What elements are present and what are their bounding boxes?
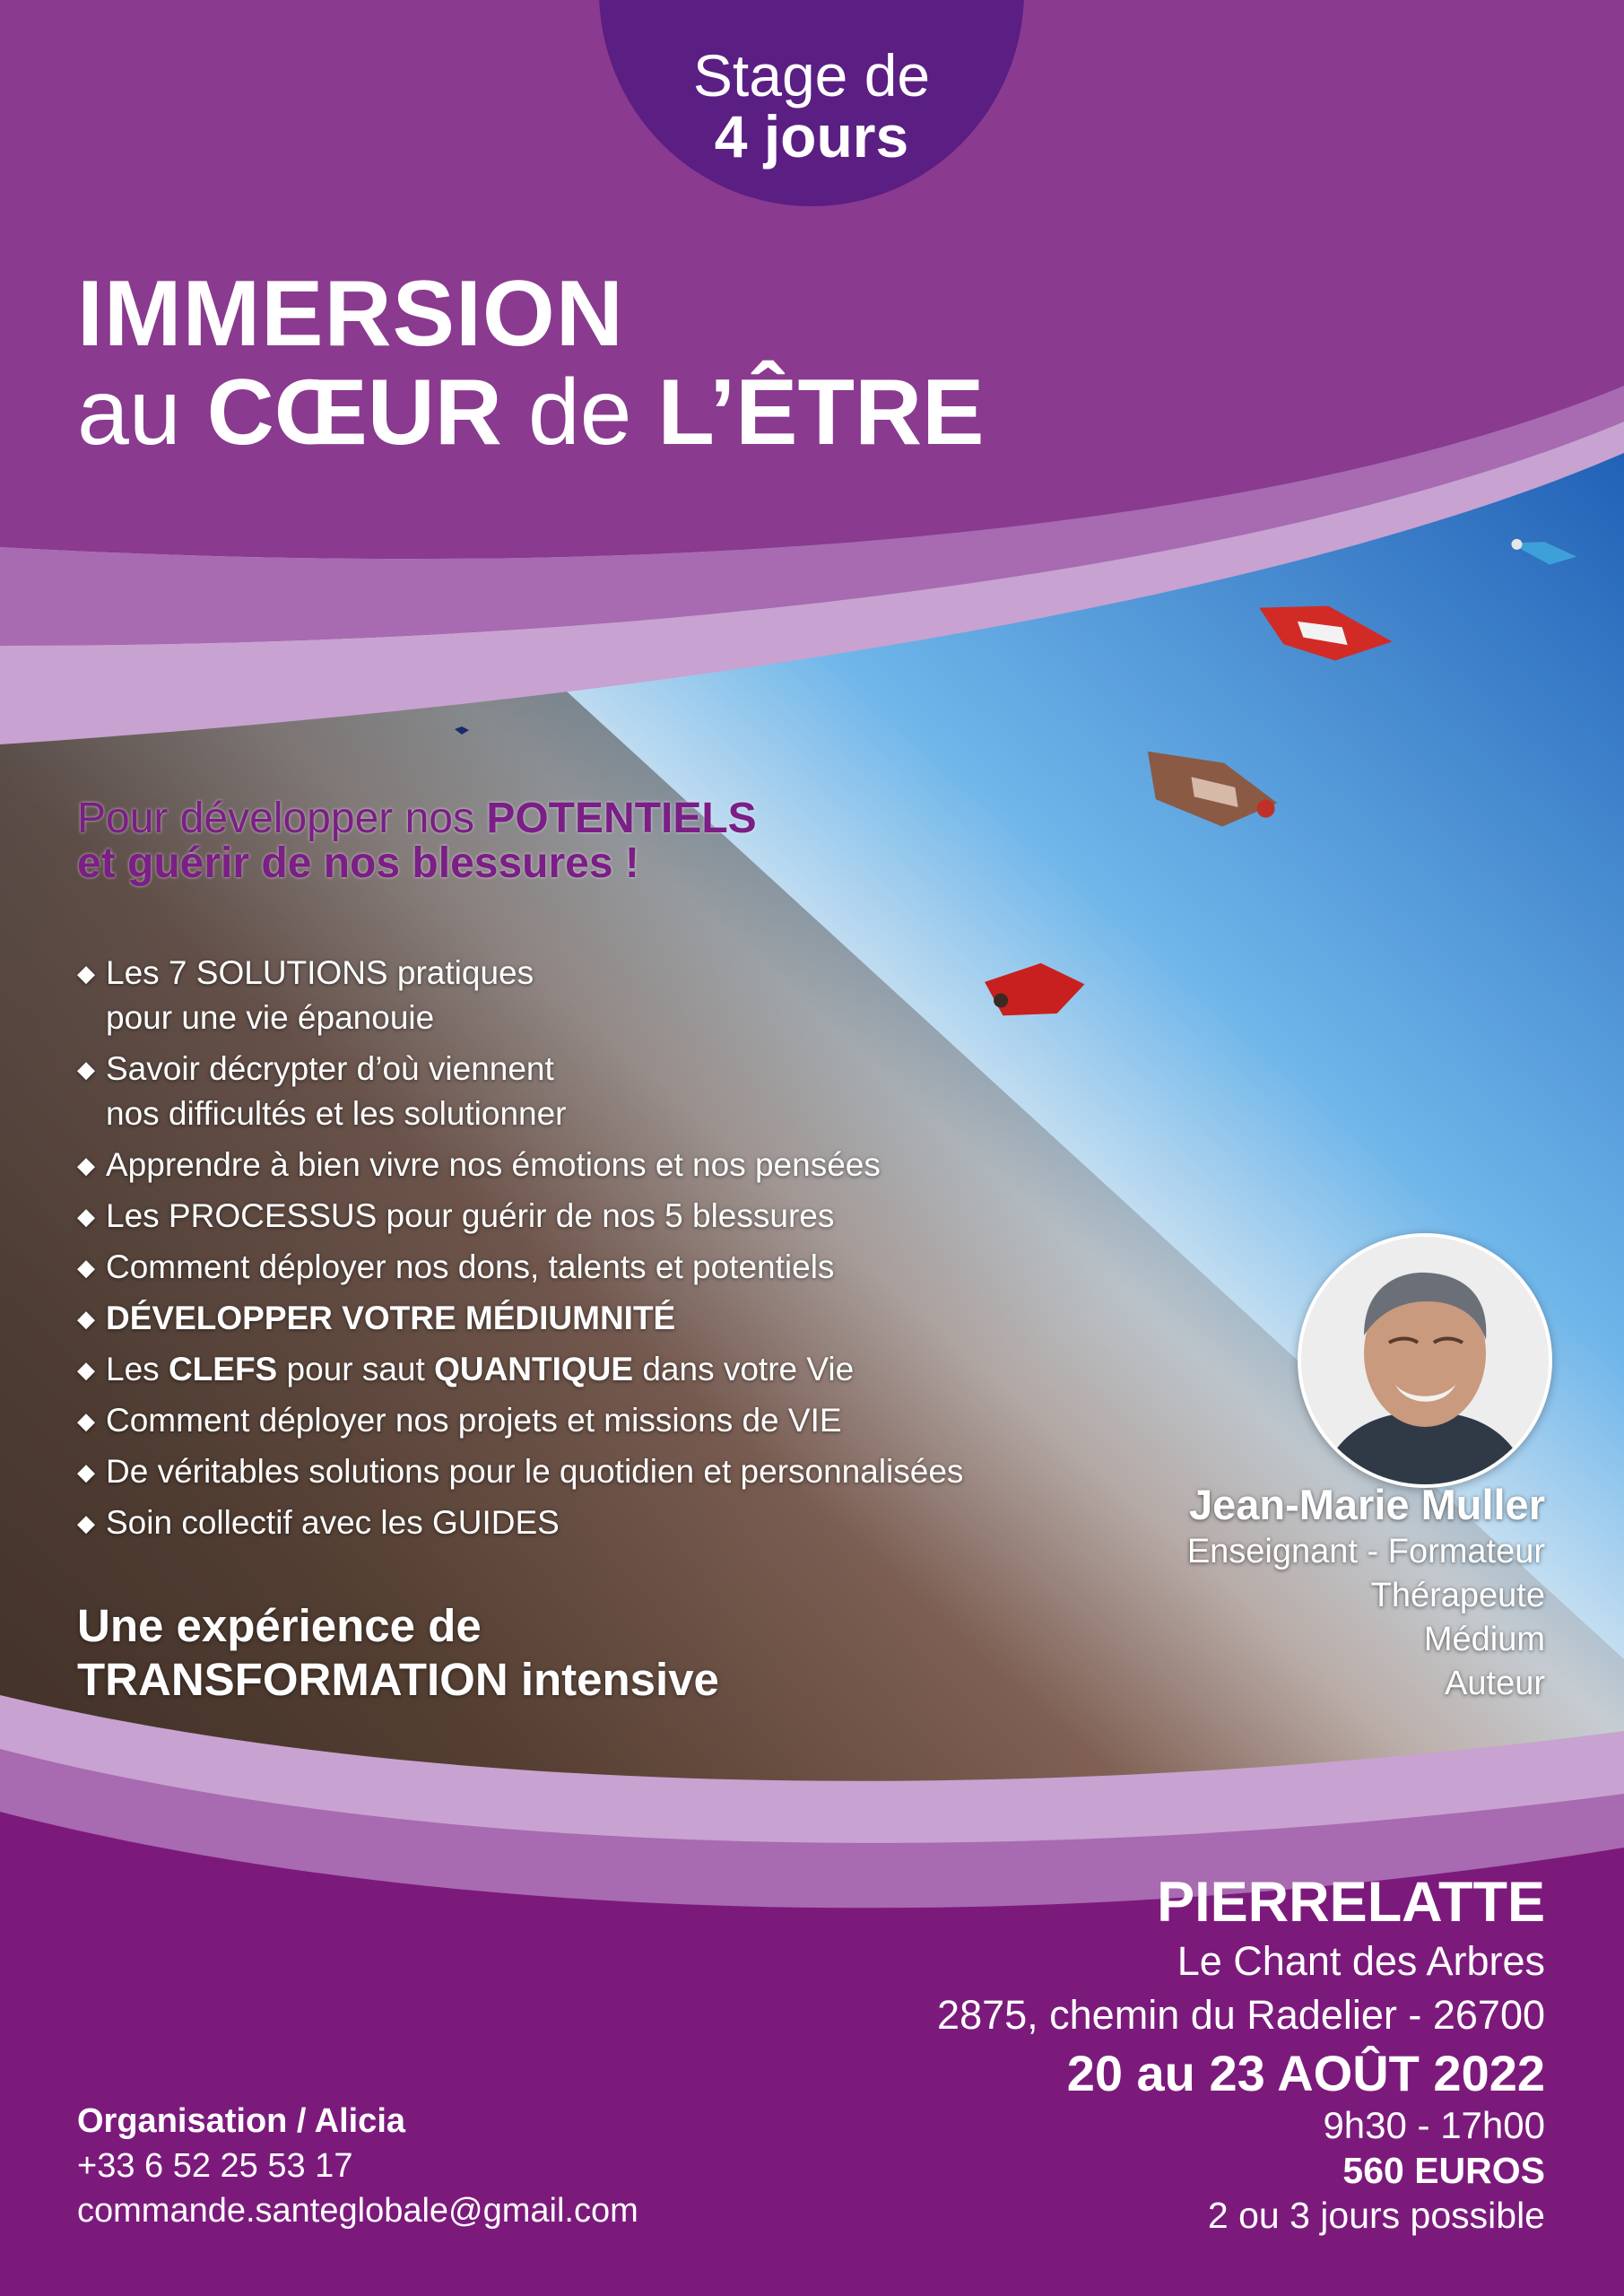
event-dates: 20 au 23 AOÛT 2022 <box>1066 2045 1545 2101</box>
program-item-text: Comment déployer nos projets et missions de VIE <box>106 1402 842 1439</box>
headline-bold: POTENTIELS <box>486 795 757 842</box>
presenter-info <box>1187 1480 1545 1706</box>
program-item-text: nos difficultés et les solutionner <box>106 1095 567 1132</box>
program-item-text: Soin collectif avec les GUIDES <box>106 1504 560 1541</box>
title-de: de <box>527 361 632 465</box>
program-item-text: Les PROCESSUS pour guérir de nos 5 blessures <box>106 1197 835 1234</box>
program-list <box>77 951 1108 1552</box>
diamond-bullet-icon: ◆ <box>77 1458 95 1485</box>
headline <box>77 796 757 886</box>
program-item <box>77 1143 1108 1187</box>
diamond-bullet-icon: ◆ <box>77 1056 95 1083</box>
event-note: 2 ou 3 jours possible <box>1207 2195 1545 2236</box>
program-item <box>77 1047 1108 1091</box>
title-au: au <box>77 361 181 465</box>
stage-line1: Stage de <box>692 42 931 109</box>
subtitle-line <box>77 359 984 466</box>
program-item <box>77 1194 1108 1239</box>
program-item <box>77 951 1108 996</box>
program-item-text: Comment déployer nos dons, talents et potentiels <box>106 1248 835 1285</box>
diamond-bullet-icon: ◆ <box>77 1203 95 1230</box>
diamond-bullet-icon: ◆ <box>77 1407 95 1434</box>
headline-regular: Pour développer nos <box>77 795 474 842</box>
program-item-text: Apprendre à bien vivre nos émotions et nos pensées <box>106 1146 881 1183</box>
event-city: PIERRELATTE <box>1157 1871 1545 1934</box>
stage-badge-text <box>599 42 1024 170</box>
event-details <box>937 1870 1545 2238</box>
program-item-continuation <box>77 996 1108 1040</box>
program-item-text: CLEFS <box>168 1351 278 1387</box>
program-item-text: DÉVELOPPER VOTRE MÉDIUMNITÉ <box>106 1300 676 1336</box>
program-item-text: dans votre Vie <box>633 1351 855 1387</box>
program-item-text: Les <box>106 1351 169 1387</box>
program-item-text: De véritables solutions pour le quotidien et personnalisées <box>106 1453 964 1490</box>
title-etre: L’ÊTRE <box>657 361 985 465</box>
diamond-bullet-icon: ◆ <box>77 1254 95 1281</box>
experience-tagline <box>77 1599 719 1707</box>
presenter-role: Enseignant - Formateur <box>1186 1533 1545 1570</box>
presenter-photo <box>1298 1233 1552 1488</box>
headline-line2: et guérir de nos blessures ! <box>77 839 639 887</box>
program-item-text: pour une vie épanouie <box>106 999 435 1036</box>
diamond-bullet-icon: ◆ <box>77 1305 95 1332</box>
main-title: IMMERSION <box>77 262 624 366</box>
title-coeur: CŒUR <box>206 361 502 465</box>
experience-line1: Une expérience de <box>77 1600 482 1651</box>
program-item-text: QUANTIQUE <box>434 1351 634 1387</box>
program-item-text: pour saut <box>277 1351 435 1387</box>
program-item <box>77 1449 1108 1494</box>
program-item <box>77 1500 1108 1545</box>
program-item <box>77 1398 1108 1443</box>
organisation-phone: +33 6 52 25 53 17 <box>77 2147 353 2185</box>
event-hours: 9h30 - 17h00 <box>1323 2104 1545 2146</box>
diamond-bullet-icon: ◆ <box>77 1509 95 1536</box>
program-item-continuation <box>77 1091 1108 1136</box>
presenter-role: Auteur <box>1445 1665 1545 1702</box>
diamond-bullet-icon: ◆ <box>77 1152 95 1178</box>
presenter-name: Jean-Marie Muller <box>1188 1481 1545 1528</box>
organisation-contact <box>77 2099 638 2233</box>
event-address: 2875, chemin du Radelier - 26700 <box>937 1992 1545 2038</box>
program-item <box>77 1347 1108 1392</box>
program-item <box>77 1296 1108 1341</box>
program-item <box>77 1245 1108 1290</box>
diamond-bullet-icon: ◆ <box>77 960 95 987</box>
event-venue: Le Chant des Arbres <box>1177 1938 1545 1984</box>
stage-duration: 4 jours <box>714 103 909 170</box>
organisation-email: commande.santeglobale@gmail.com <box>77 2192 638 2230</box>
experience-line2: TRANSFORMATION intensive <box>77 1654 719 1705</box>
organisation-title: Organisation / Alicia <box>77 2102 406 2140</box>
event-price: 560 EUROS <box>1342 2150 1545 2191</box>
program-item-text: Savoir décrypter d’où viennent <box>106 1050 554 1087</box>
program-item-text: Les 7 SOLUTIONS pratiques <box>106 954 534 991</box>
diamond-bullet-icon: ◆ <box>77 1356 95 1383</box>
presenter-role: Thérapeute <box>1370 1577 1545 1614</box>
presenter-role: Médium <box>1423 1621 1545 1658</box>
